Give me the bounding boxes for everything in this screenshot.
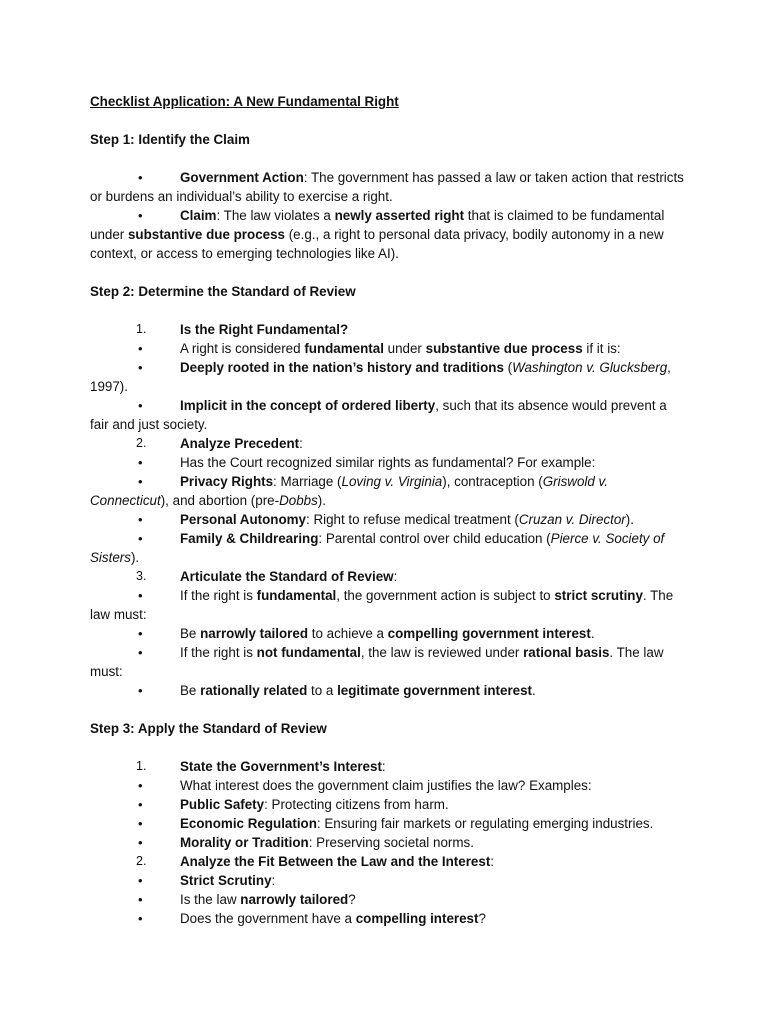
body-text: . The law must: [90,588,674,622]
body-text: ), and abortion (pre- [160,493,280,508]
bold-text: narrowly tailored [240,892,349,907]
list-item [90,358,684,396]
bullet-marker: • [138,645,143,660]
list-item [90,852,684,871]
step2-list [90,320,684,700]
body-text: ? [478,911,486,926]
list-item [90,567,684,586]
bullet-marker: • [138,474,143,489]
body-text: ( [503,360,513,375]
bullet-marker: • [138,683,143,698]
bold-text: Economic Regulation [180,816,317,831]
body-text: Has the Court recognized similar rights as fundamental? For example: [180,455,596,470]
body-text: . [532,683,536,698]
bullet-marker: • [138,873,143,888]
body-text: : [299,436,303,451]
bold-text: compelling government interest [387,626,591,641]
list-item [90,776,684,795]
body-text: ? [348,892,356,907]
list-item [90,757,684,776]
italic-case-name: Loving v. Virginia [341,474,443,489]
bullet-marker: • [138,512,143,527]
bullet-marker: • [138,531,143,546]
bullet-marker: • [138,835,143,850]
spacer [90,263,684,282]
bold-text: Personal Autonomy [180,512,306,527]
list-item [90,890,684,909]
step1-list [90,168,684,263]
list-item [90,434,684,453]
bold-text: fundamental [304,341,384,356]
body-text: : Protecting citizens from harm. [264,797,449,812]
bold-text: Analyze the Fit Between the Law and the Interest [180,854,491,869]
body-text: : Parental control over child education ( [318,531,551,546]
bullet-marker: • [138,360,143,375]
body-text: . [590,626,595,641]
bold-text: Family & Childrearing [180,531,319,546]
bullet-marker: • [138,398,143,413]
bold-text: legitimate government interest [337,683,533,698]
bullet-marker: • [138,626,143,641]
bold-text: fundamental [256,588,337,603]
bold-text: narrowly tailored [200,626,309,641]
list-item [90,909,684,928]
body-text: to achieve a [308,626,388,641]
body-text: ), contraception ( [442,474,543,489]
list-item [90,871,684,890]
body-text: that is claimed to be fundamental under [90,208,665,242]
bold-text: Strict Scrutiny [180,873,272,888]
body-text: , the law is reviewed under [360,645,524,660]
list-number: 1. [136,759,147,773]
list-number: 2. [136,854,147,868]
bullet-marker: • [138,170,143,185]
body-text: If the right is [180,588,257,603]
spacer [90,700,684,719]
bullet-marker: • [138,911,143,926]
list-item [90,681,684,700]
spacer [90,111,684,130]
step2-heading: Step 2: Determine the Standard of Review [90,284,356,299]
bold-text: Deeply rooted in the nation’s history and traditions [180,360,504,375]
body-text: Does the government have a [180,911,356,926]
spacer [90,301,684,320]
bold-text: compelling interest [355,911,479,926]
list-item [90,339,684,358]
body-text: A right is considered [180,341,305,356]
step3-heading: Step 3: Apply the Standard of Review [90,721,327,736]
bold-text: substantive due process [127,227,285,242]
bullet-marker: • [138,778,143,793]
body-text: ). [317,493,326,508]
step3-list [90,757,684,928]
body-text: . The law must: [90,645,664,679]
italic-case-name: Cruzan v. Director [518,512,626,527]
list-number: 3. [136,569,147,583]
list-item [90,814,684,833]
body-text: What interest does the government claim justifies the law? Examples: [180,778,592,793]
italic-case-name: Dobbs [279,493,318,508]
list-item [90,396,684,434]
bold-text: newly asserted right [334,208,465,223]
body-text: : Marriage ( [273,474,342,489]
bold-text: Is the Right Fundamental? [180,322,349,337]
bold-text: Implicit in the concept of ordered liberty [180,398,436,413]
body-text: Be [180,626,201,641]
body-text: Be [180,683,201,698]
bold-text: Claim [180,208,217,223]
bold-text: rationally related [200,683,308,698]
body-text: : [490,854,495,869]
bullet-marker: • [138,797,143,812]
body-text: : Ensuring fair markets or regulating emerging industries. [316,816,654,831]
body-text: if it is: [582,341,621,356]
bullet-marker: • [138,816,143,831]
body-text: (e.g., a right to personal data privacy, bodily autonomy in a new context, or access to emerging technologies like AI). [90,227,664,261]
body-text: : [393,569,398,584]
bold-text: Public Safety [180,797,265,812]
spacer [90,738,684,757]
list-item [90,168,684,206]
bullet-marker: • [138,588,143,603]
list-item [90,795,684,814]
list-item [90,510,684,529]
italic-case-name: Washington v. Glucksberg [512,360,668,375]
body-text: : Right to refuse medical treatment ( [306,512,519,527]
body-text: : The law violates a [216,208,335,223]
bullet-marker: • [138,208,143,223]
body-text: , 1997). [90,360,671,394]
italic-case-name: Griswold v. Connecticut [90,474,608,508]
list-number: 1. [136,322,147,336]
bold-text: not fundamental [256,645,361,660]
bullet-marker: • [138,455,143,470]
body-text: ). [625,512,634,527]
bold-text: Morality or Tradition [180,835,309,850]
list-item [90,472,684,510]
body-text: : The government has passed a law or taken action that restricts or burdens an individual’s ability to exercise a right. [90,170,684,204]
bold-text: rational basis [523,645,610,660]
body-text: Is the law [180,892,241,907]
list-item [90,320,684,339]
bold-text: Articulate the Standard of Review [180,569,394,584]
body-text: under [383,341,426,356]
bold-text: Analyze Precedent [180,436,300,451]
list-item [90,529,684,567]
list-item [90,643,684,681]
step1-heading: Step 1: Identify the Claim [90,132,250,147]
body-text: : Preserving societal norms. [308,835,474,850]
bold-text: State the Government’s Interest [180,759,382,774]
body-text: ). [130,550,140,565]
italic-case-name: Pierce v. Society of Sisters [90,531,665,565]
list-item [90,586,684,624]
bold-text: substantive due process [425,341,583,356]
bullet-marker: • [138,341,143,356]
list-item [90,453,684,472]
body-text: to a [307,683,338,698]
bold-text: Privacy Rights [180,474,274,489]
spacer [90,149,684,168]
bold-text: Government Action [180,170,304,185]
body-text: If the right is [180,645,257,660]
list-item [90,833,684,852]
bold-text: strict scrutiny [554,588,643,603]
body-text: : [271,873,276,888]
bullet-marker: • [138,892,143,907]
body-text: , such that its absence would prevent a fair and just society. [90,398,667,432]
list-item [90,206,684,263]
list-number: 2. [136,436,147,450]
document-title: Checklist Application: A New Fundamental Right [90,94,399,109]
body-text: : [381,759,386,774]
body-text: , the government action is subject to [336,588,555,603]
list-item [90,624,684,643]
document-body [90,92,684,928]
